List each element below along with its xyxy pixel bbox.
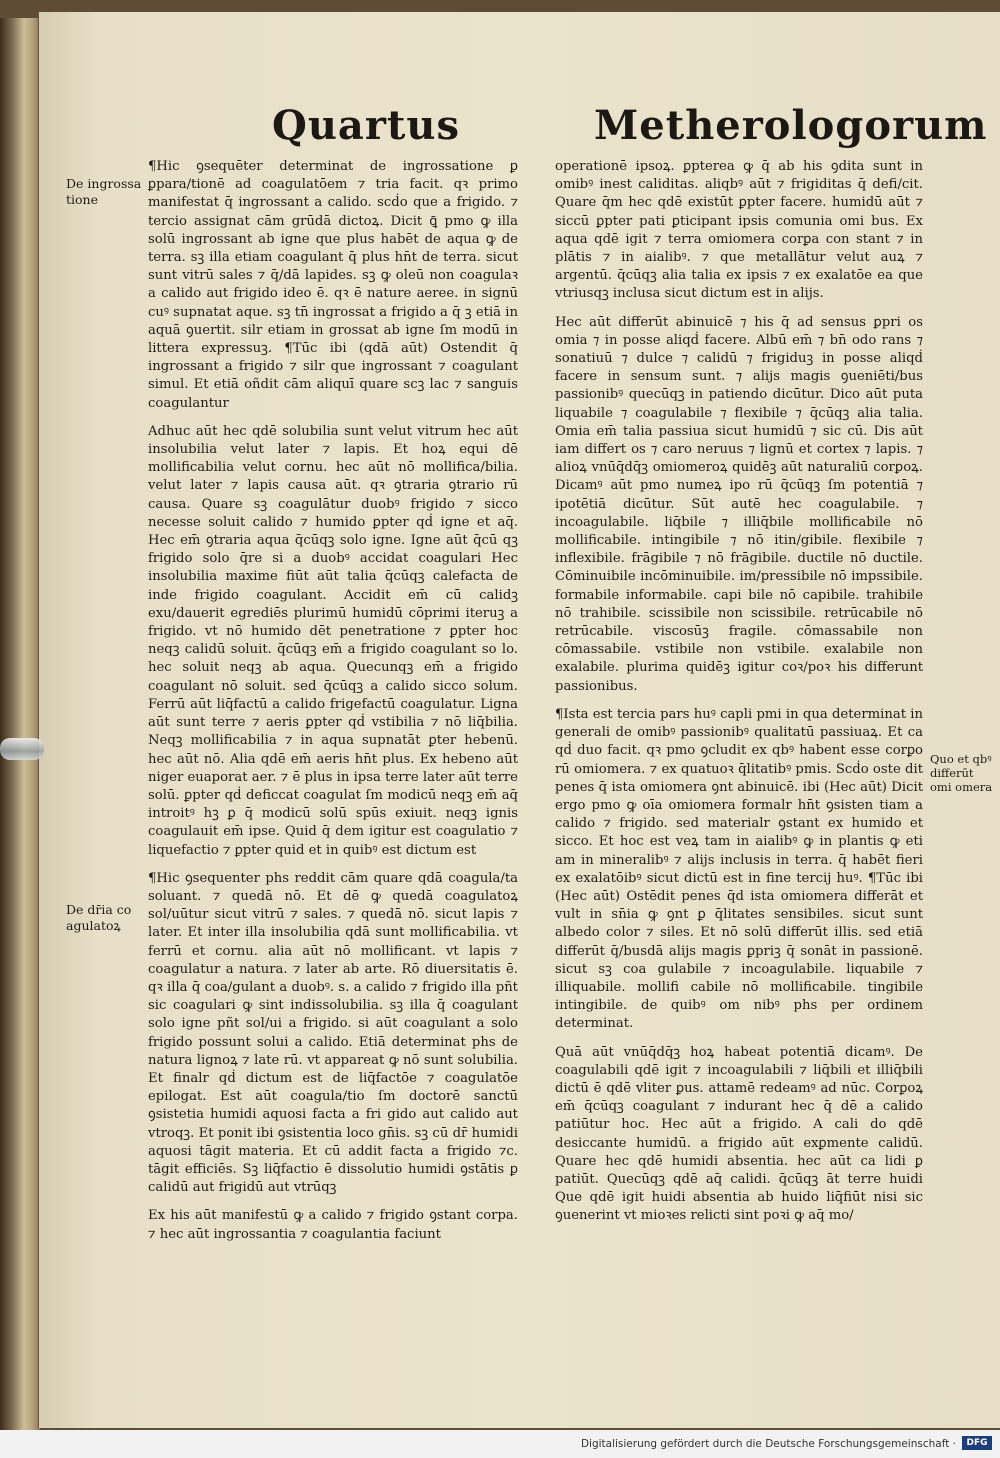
right-paragraph-3: ¶Ista est tercia pars huꝰ capli pmi in qua determinat in generali de omibꝰ passionibꝰ qualitatū passiuaꝝ. Et ca qḋ duo facit. qꝛ pmo ꝯcludit ex qbꝰ habent esse corꝑo rū omiomera. ⁊ ex quatuoꝛ q̄litatibꝰ pmis. Scḋo oste dit penes q̄ ista omiomera ꝯnt abinuicē. ibi (Hec aūt) Dicit ergo pmo ꝙ oīa omiomera formalr hn̄t ꝯsisten tiam a calido ⁊ frigido. sed materialr ꝯstant ex humido et sicco. Et hoc est veꝝ tam in aialibꝰ ꝙ in plantis ꝙ eti am in mineralibꝰ ⁊ alijs inclusis in terra. q̄ habēt fieri ex exalatōibꝰ sicut dictū est in fine tercij huꝰ. ¶Tūc ibi (Hec aūt) Ostēdit penes q̄d ista omiomera differāt et vult in sn̄ia ꝙ ꝯnt ꝑ q̄litates sensibiles. sicut sunt albedo color ⁊ siles. Et nō solū differūt illis. sed etiā differūt q̄/busdā alijs magis ꝑpriꝫ q̄ sonāt in passionē. sicut sꝫ coa gulabile ⁊ incoagulabile. liquabile ⁊ illiquabile. mollifi cabile nō mollificabile. tingibile intingibile. de quibꝰ om nibꝰ phs per ordinem determinat.: [555, 706, 923, 1032]
dfg-logo-icon: DFG: [962, 1436, 992, 1450]
left-paragraph-4: Ex his aūt manifestū ꝙ a calido ⁊ frigido ꝯstant corpa. ⁊ hec aūt ingrossantia ⁊ coagulantia faciunt: [148, 1208, 518, 1242]
margin-note-omiomera: Quo et qbꝰ differūt omi omera: [930, 752, 993, 794]
binder-clip: [0, 738, 44, 760]
running-head-left: Quartus: [272, 102, 460, 149]
left-paragraph-3: ¶Hic ꝯsequenter phs reddit cām quare qdā coagula/ta soluant. ⁊ quedā nō. Et dē ꝙ quedā coagulatoꝝ sol/uūtur sicut vitrū ⁊ sales. ⁊ quedā nō. sicut lapis ⁊ later. Et inter illa insolubilia qdā sunt mollificabilia. vt ferrū et cornu. alia aūt nō mollificant. vt lapis ⁊ coagulatur a natura. ⁊ later ab arte. Rō diuersitatis ē. qꝛ illa q̄ coa/gulant a duobꝰ. s. a calido ⁊ frigido illa pñt sic coagulari ꝙ sint indissolubilia. sꝫ illa q̄ coagulant solo igne pñt sol/ui a frigido. si aūt coagulant a solo frigido possunt solui a calido. Etiā determinat phs de natura lignoꝝ ⁊ late rū. vt appareat ꝙ nō sunt solubilia. Et finalr qḋ dictum est de liq̄factōe ⁊ coagulatōe epilogat. Est aūt coagula/tio ſm doctorē sanctū ꝯsistetia humidi aquosi facta a fri gido aut calido aut vtroqꝫ. Et ponit ibi ꝯsistentia loco gn̄is. sꝫ cū dr̄ humidi aquosi tāgit materia. Et cū addit facta a frigido ⁊c. tāgit efficiēs. Sꝫ liq̄factio ē dissolutio humidi ꝯstātis ꝑ calidū aut frigidū aut vtrūqꝫ: [148, 870, 518, 1196]
right-paragraph-1: operationē ipsoꝝ. ꝑpterea ꝙ q̄ ab his ꝯdita sunt in omibꝰ inest caliditas. aliqbꝰ aūt ⁊ frigiditas q̄ defi/cit. Quare q̄m hec qdē existūt ꝑpter facere. humidū aūt ⁊ siccū ꝑpter pati ꝑticipant ipsis comunia omi bus. Ex aqua qdē igit ⁊ terra omiomera corꝑa con stant ⁊ in plātis ⁊ in aialibꝰ. ⁊ que metallātur velut auꝝ ⁊ argentū. q̄cūqꝫ alia talia ex ipsis ⁊ ex exalatōe ea que vtriusqꝫ inclusa sicut dictum est in alijs.: [555, 159, 923, 302]
funding-notice: Digitalisierung gefördert durch die Deutsche Forschungsgemeinschaft ·: [580, 1438, 956, 1450]
left-paragraph-1: ¶Hic ꝯsequēter determinat de ingrossatione ꝑ ꝑpara/tionē ad coagulatōem ⁊ tria facit. qꝛ primo manifestat q̄ ingrossant a calido. scḋo que a frigido. ⁊ tercio assignat cām grūdā dictoꝝ. Dicit ꝗ̄ pmo ꝙ illa solū ingrossant ab igne que plus habēt de aqua ꝙ de terra. sꝫ illa etiam coagulant q̄ plus hn̄t de terra. sicut sunt vitrū sales ⁊ q̄/dā lapides. sꝫ ꝙ oleū non coagulaꝛ a calido aut frigido ideo ē. qꝛ ē nature aeree. in signū cuꝰ supnatat aque. sꝫ tn̄ ingrossat a frigido a q̄ ꝫ etiā in aquā ꝯuertit. silr etiam in grossat ab igne ſm modū in littera expressuꝫ. ¶Tūc ibi (qdā aūt) Ostendit q̄ ingrossant a frigido ⁊ silr que ingrossant ⁊ coagulant simul. Et etiā oñdit cām aliquī quare scꝫ lac ⁊ sanguis coagulantur: [148, 159, 518, 411]
right-paragraph-4: Quā aūt vnūq̄dq̄ꝫ hoꝝ habeat potentiā dicamꝰ. De coagulabili qdē igit ⁊ incoagulabili ⁊ liq̄bili et illiq̄bili dictū ē qdē vliter ꝑus. attamē redeamꝰ ad nūc. Corꝑoꝝ em̄ q̄cūqꝫ coagulant ⁊ indurant hec q̄ dē a calido patiūtur hoc. Hec aūt a frigido. A cali do qdē desiccante humidū. a frigido aūt exꝑmente calidū. Quare hec qdē humidi absentia. hec aūt ca lidi ꝑ patiūt. Quecūqꝫ qdē aq̄ calidi. q̄cūqꝫ āt terre huidi Que qdē igit huidi absentia ab huido liq̄fiūt nisi sic ꝯuenerint vt mioꝛes relicti sint poꝛi ꝙ aq̄ mo/: [555, 1044, 923, 1224]
running-head-right: Metherologorum: [594, 102, 988, 149]
book-edge: [0, 18, 40, 1430]
left-paragraph-2: Adhuc aūt hec qdē solubilia sunt velut vitrum hec aūt insolubilia velut later ⁊ lapis. Et hoꝝ equi dē mollificabilia velut cornu. hec aūt nō mollifica/bilia. velut later ⁊ lapis causa aūt. qꝛ ꝯtraria ꝯtrario rū causa. Quare sꝫ coagulātur duobꝰ frigido ⁊ sicco necesse soluit calido ⁊ humido ꝑpter qḋ igne et aq̄. Hec em̄ ꝯtraria aqua q̄cūqꝫ solo igne. Igne aūt q̄cū qꝫ frigido solo q̄re si a duobꝰ accidat coagulari Hec insolubilia maxime fiūt aūt talia q̄cūqꝫ calefacta de inde frigido coagulant. Accidit em̄ cū calidꝫ exu/dauerit egrediēs plurimū humidū cōprimi iteruꝫ a frigido. vt nō humido dēt penetratione ⁊ ꝑpter hoc neqꝫ calidū soluit. q̄cūqꝫ em̄ a frigido coagulant so lo. hec soluit neqꝫ ab aqua. Quecunqꝫ em̄ a frigido coagulant nō soluit. sed q̄cūqꝫ a calido sicco solum. Ferrū aūt liq̄factū a calido frigefactū coagulatur. Ligna aūt sunt terre ⁊ aeris ꝑpter qḋ vstibilia ⁊ nō liq̄bilia. Neqꝫ mollificabilia ⁊ in aqua supnatāt ꝑter hebenū. hec aūt nō. Alia qdē em̄ aeris hn̄t plus. Ex hebeno aūt niger euaporat aer. ⁊ ē plus in ipsa terre later aūt terre solū. ꝑpter qḋ deficcat coagulat ſm modicū neqꝫ em̄ aq̄ introitꝰ hꝫ ꝑ q̄ modicū solū spūs exiuit. neqꝫ ignis coagulauit em̄ ipse. Quid q̄ dem igitur est coagulatio ⁊ liquefactio ⁊ ꝑpter quid et in quibꝰ est dictum est: [148, 423, 518, 858]
viewer-footer: [0, 1430, 1000, 1458]
margin-note-coagulatorum: De dr̄ia co agulatoꝝ: [66, 902, 132, 933]
right-paragraph-2: Hec aūt differūt abinuicē ⁊ his q̄ ad sensus ꝑpri os omia ⁊ in posse aliqḋ facere. Albū em̄ ⁊ bn̄ odo rans ⁊ sonatiuū ⁊ dulce ⁊ calidū ⁊ frigiduꝫ in posse aliqḋ facere in sensum sunt. ⁊ alijs magis ꝯueniēti/bus passionibꝰ quecūqꝫ in patiendo dicūtur. Dico aūt puta liquabile ⁊ coagulabile ⁊ flexibile ⁊ q̄cūqꝫ alia talia. Omia em̄ talia passiua sicut humidū ⁊ sic cū. Dis aūt iam differt os ⁊ caro neruus ⁊ lignū et cortex ⁊ lapis. ⁊ alioꝝ vnūq̄dq̄ꝫ omiomeroꝝ quidēꝫ aūt naturaliū corꝑoꝝ. Dicamꝰ aūt pmo numeꝝ ipo rū q̄cūqꝫ ſm potentiā ⁊ ipotētiā dicūtur. Sūt autē hec coagulabile. ⁊ incoagulabile. liq̄bile ⁊ illiq̄bile mollificabile nō mollificabile. intingibile ⁊ nō itin/gibile. flexibile ⁊ inflexibile. frāgibile ⁊ nō frāgibile. ductile nō ductile. Cōminuibile incōminuibile. im/pressibile nō impssibile. formabile informabile. capi bile nō capibile. trahibile nō trahibile. scissibile non scissibile. retrūcabile nō retrūcabile. viscosūꝫ fragile. cōmassabile non cōmassabile. vstibile non vstibile. exalabile non exalabile. plurima quidēꝫ igitur coꝛ/poꝛ his differunt passionibus.: [555, 314, 923, 694]
left-text-column: [148, 158, 518, 1254]
right-text-column: [555, 158, 923, 1236]
margin-note-ingrossatione: De ingrossa tione: [66, 176, 142, 207]
